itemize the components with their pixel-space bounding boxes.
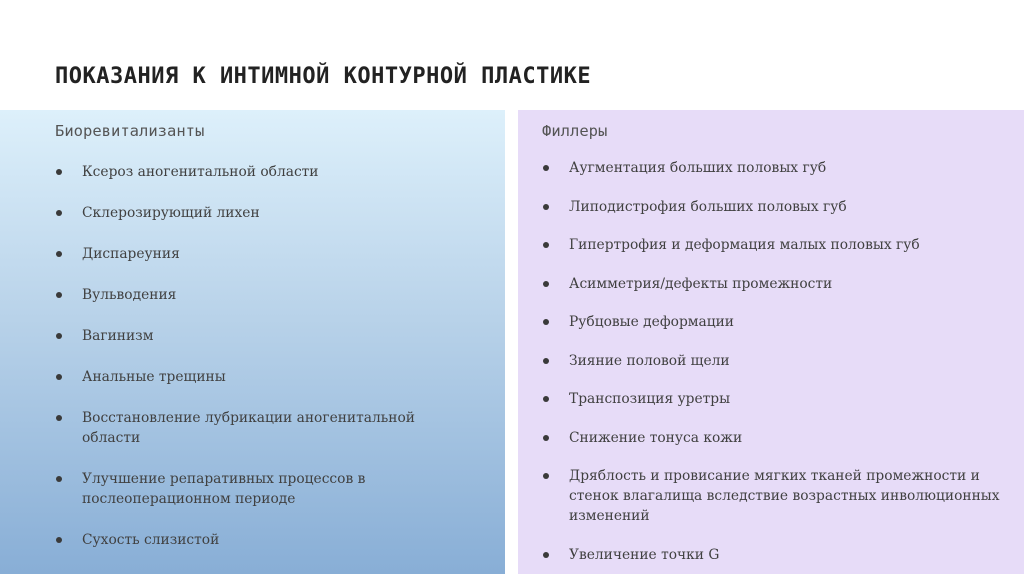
bullet-dot-icon: [56, 415, 62, 421]
bullet-dot-icon: [56, 374, 62, 380]
list-item: [542, 312, 1012, 332]
list-item: [55, 530, 475, 550]
list-item-text: Гипертрофия и деформация малых половых губ: [569, 237, 920, 253]
bullet-dot-icon: [543, 204, 549, 210]
biorevitalizants-panel: [0, 110, 505, 574]
list-item-text: Транспозиция уретры: [569, 391, 731, 407]
list-item-text: Улучшение репаративных процессов в послеоперационном периоде: [82, 471, 366, 507]
biorevitalizants-heading: Биоревитализанты: [55, 122, 205, 140]
list-item: [55, 162, 475, 182]
list-item-text: Липодистрофия больших половых губ: [569, 198, 847, 215]
list-item-text: Диспареуния: [82, 246, 180, 262]
bullet-dot-icon: [543, 281, 549, 287]
list-item: [55, 367, 475, 387]
fillers-panel: [518, 110, 1024, 574]
list-item-text: Вульводения: [82, 287, 177, 303]
list-item-text: Зияние половой щели: [569, 352, 730, 369]
biorevitalizants-list: [55, 162, 475, 571]
list-item: [542, 428, 1012, 448]
list-item-text: Анальные трещины: [82, 369, 226, 385]
slide-title: ПОКАЗАНИЯ К ИНТИМНОЙ КОНТУРНОЙ ПЛАСТИКЕ: [55, 64, 592, 89]
list-item-text: Ксероз аногенитальной области: [82, 164, 319, 180]
list-item: [55, 408, 475, 448]
list-item: [55, 244, 475, 264]
list-item-text: Увеличение точки G: [569, 546, 720, 563]
bullet-dot-icon: [56, 292, 62, 298]
list-item: [542, 389, 1012, 409]
bullet-dot-icon: [56, 537, 62, 543]
bullet-dot-icon: [56, 333, 62, 339]
list-item: [542, 274, 1012, 294]
list-item-text: Сухость слизистой: [82, 532, 220, 548]
bullet-dot-icon: [543, 473, 549, 479]
list-item: [542, 466, 1012, 526]
fillers-list: [542, 158, 1012, 574]
list-item-text: Аугментация больших половых губ: [569, 160, 827, 176]
fillers-heading: Филлеры: [542, 122, 608, 140]
list-item-text: Асимметрия/дефекты промежности: [569, 275, 833, 292]
list-item: [55, 285, 475, 305]
bullet-dot-icon: [56, 210, 62, 216]
bullet-dot-icon: [543, 552, 549, 558]
list-item: [542, 158, 1012, 178]
bullet-dot-icon: [543, 435, 549, 441]
list-item: [542, 235, 1012, 255]
list-item-text: Вагинизм: [82, 328, 154, 344]
list-item: [55, 203, 475, 223]
list-item: [542, 351, 1012, 371]
list-item-text: Восстановление лубрикации аногенитальной области: [82, 410, 415, 446]
list-item-text: Дряблость и провисание мягких тканей промежности и стенок влагалища вследствие возрастных инволюционных изменений: [569, 468, 1000, 524]
bullet-dot-icon: [543, 242, 549, 248]
bullet-dot-icon: [543, 165, 549, 171]
list-item: [542, 197, 1012, 217]
bullet-dot-icon: [56, 251, 62, 257]
bullet-dot-icon: [56, 476, 62, 482]
list-item: [55, 326, 475, 346]
list-item: [542, 545, 1012, 565]
bullet-dot-icon: [56, 169, 62, 175]
list-item-text: Рубцовые деформации: [569, 314, 735, 330]
bullet-dot-icon: [543, 319, 549, 325]
list-item-text: Склерозирующий лихен: [82, 205, 260, 221]
bullet-dot-icon: [543, 358, 549, 364]
list-item-text: Снижение тонуса кожи: [569, 429, 743, 446]
list-item: [55, 469, 475, 509]
bullet-dot-icon: [543, 396, 549, 402]
